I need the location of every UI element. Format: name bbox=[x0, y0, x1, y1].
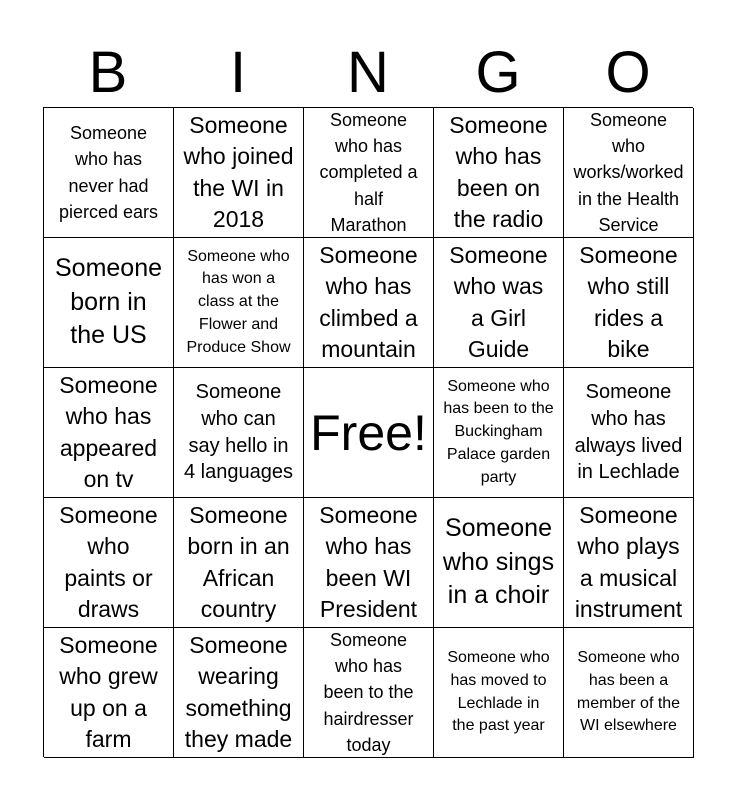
bingo-header bbox=[43, 38, 693, 108]
bingo-cell-i2[interactable]: Someone who has won a class at the Flower and Produce Show bbox=[174, 238, 304, 368]
bingo-cell-n4[interactable]: Someone who has been WI President bbox=[304, 498, 434, 628]
bingo-cell-o1[interactable]: Someone who works/worked in the Health Service bbox=[564, 108, 694, 238]
bingo-cell-g5[interactable]: Someone who has moved to Lechlade in the past year bbox=[434, 628, 564, 758]
header-letter-b: B bbox=[88, 40, 128, 105]
bingo-cell-o5[interactable]: Someone who has been a member of the WI elsewhere bbox=[564, 628, 694, 758]
bingo-cell-i4[interactable]: Someone born in an African country bbox=[174, 498, 304, 628]
header-letter-g: G bbox=[475, 40, 521, 105]
bingo-cell-g1[interactable]: Someone who has been on the radio bbox=[434, 108, 564, 238]
bingo-cell-o4[interactable]: Someone who plays a musical instrument bbox=[564, 498, 694, 628]
bingo-cell-b3[interactable]: Someone who has appeared on tv bbox=[44, 368, 174, 498]
bingo-cell-n5[interactable]: Someone who has been to the hairdresser today bbox=[304, 628, 434, 758]
bingo-cell-g3[interactable]: Someone who has been to the Buckingham Palace garden party bbox=[434, 368, 564, 498]
bingo-cell-i1[interactable]: Someone who joined the WI in 2018 bbox=[174, 108, 304, 238]
bingo-cell-n2[interactable]: Someone who has climbed a mountain bbox=[304, 238, 434, 368]
header-letter-o: O bbox=[605, 40, 651, 105]
bingo-cell-o3[interactable]: Someone who has always lived in Lechlade bbox=[564, 368, 694, 498]
bingo-cell-b5[interactable]: Someone who grew up on a farm bbox=[44, 628, 174, 758]
header-letter-n: N bbox=[347, 40, 389, 105]
bingo-cell-i3[interactable]: Someone who can say hello in 4 languages bbox=[174, 368, 304, 498]
bingo-board bbox=[43, 107, 693, 757]
bingo-cell-n1[interactable]: Someone who has completed a half Marathon bbox=[304, 108, 434, 238]
bingo-cell-i5[interactable]: Someone wearing something they made bbox=[174, 628, 304, 758]
bingo-cell-g2[interactable]: Someone who was a Girl Guide bbox=[434, 238, 564, 368]
bingo-cell-b1[interactable]: Someone who has never had pierced ears bbox=[44, 108, 174, 238]
bingo-cell-b4[interactable]: Someone who paints or draws bbox=[44, 498, 174, 628]
bingo-cell-o2[interactable]: Someone who still rides a bike bbox=[564, 238, 694, 368]
bingo-cell-b2[interactable]: Someone born in the US bbox=[44, 238, 174, 368]
bingo-cell-g4[interactable]: Someone who sings in a choir bbox=[434, 498, 564, 628]
free-space-cell[interactable]: Free! bbox=[304, 368, 434, 498]
header-letter-i: I bbox=[229, 40, 247, 105]
